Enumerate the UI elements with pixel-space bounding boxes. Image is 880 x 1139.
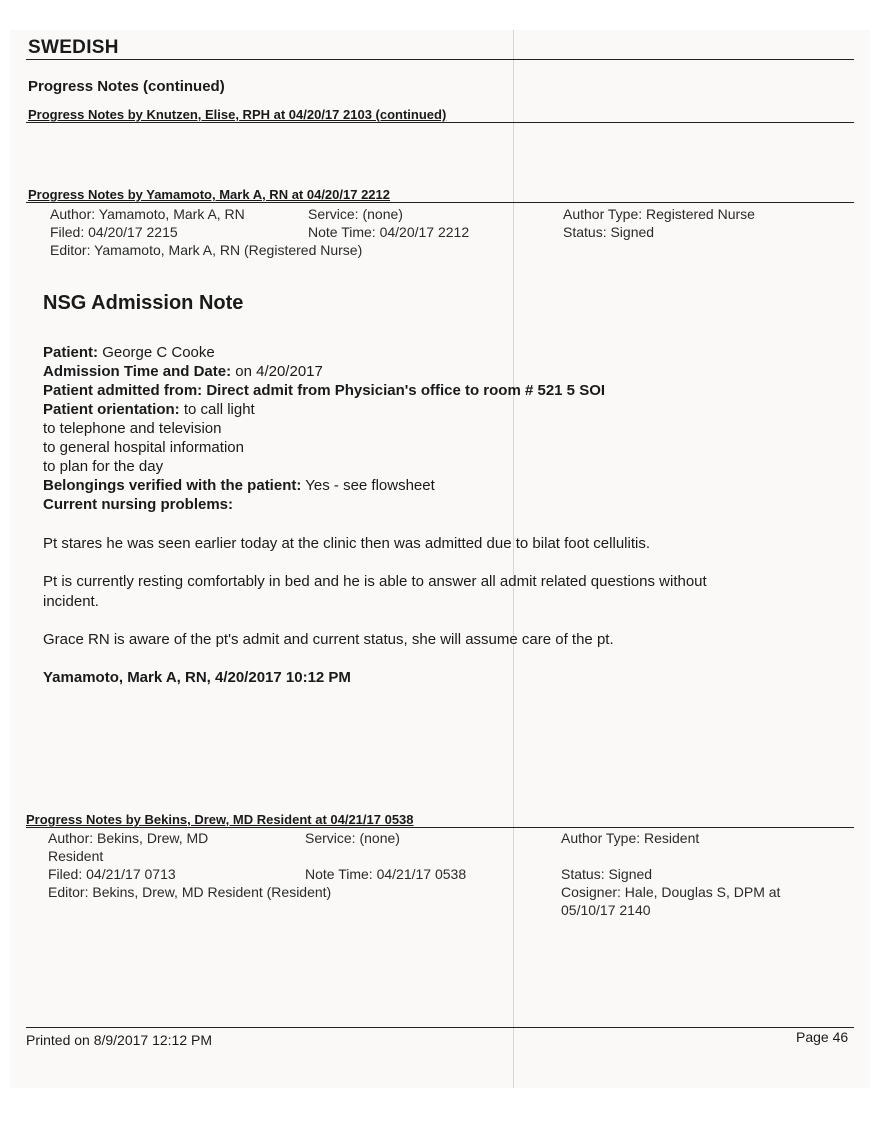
belongings-label: Belongings verified with the patient: — [43, 477, 302, 494]
header-rule — [26, 59, 854, 60]
note1-author: Author: Yamamoto, Mark A, RN — [50, 206, 245, 222]
signature-line: Yamamoto, Mark A, RN, 4/20/2017 10:12 PM — [43, 669, 351, 686]
note2-editor: Editor: Bekins, Drew, MD Resident (Resident) — [48, 884, 332, 900]
admission-line — [43, 363, 323, 380]
admission-value: on 4/20/2017 — [235, 363, 323, 380]
admission-label: Admission Time and Date: — [43, 363, 232, 380]
note2-service: Service: (none) — [305, 830, 400, 846]
note2-author-cont: Resident — [48, 848, 104, 864]
note2-heading: Progress Notes by Bekins, Drew, MD Resident at 04/21/17 0538 — [26, 812, 414, 827]
note2-status: Status: Signed — [561, 866, 653, 882]
paragraph-3: Grace RN is aware of the pt's admit and current status, she will assume care of the pt. — [43, 631, 614, 648]
paragraph-1: Pt stares he was seen earlier today at the clinic then was admitted due to bilat foot cellulitis. — [43, 535, 650, 552]
patient-line — [43, 344, 215, 361]
note2-cosigner-line1: Cosigner: Hale, Douglas S, DPM at — [561, 884, 781, 900]
note1-filed: Filed: 04/20/17 2215 — [50, 224, 178, 240]
belongings-value: Yes - see flowsheet — [305, 477, 435, 494]
note2-rule — [26, 827, 854, 828]
footer-rule — [26, 1027, 854, 1028]
note2-author-type: Author Type: Resident — [561, 830, 700, 846]
note-title: NSG Admission Note — [43, 292, 244, 314]
belongings-line — [43, 477, 435, 494]
note1-service: Service: (none) — [308, 206, 403, 222]
fold-crease — [513, 30, 514, 1088]
note1-author-type: Author Type: Registered Nurse — [563, 206, 755, 222]
orientation-item: to plan for the day — [43, 458, 164, 475]
note2-author: Author: Bekins, Drew, MD — [48, 830, 209, 846]
patient-label: Patient: — [43, 344, 99, 361]
orientation-label: Patient orientation: — [43, 401, 180, 418]
page-number: Page 46 — [796, 1029, 849, 1045]
continued-title: Progress Notes (continued) — [28, 78, 225, 95]
admitted-from-line: Patient admitted from: Direct admit from Physician's office to room # 521 5 SOI — [43, 382, 606, 399]
paragraph-2-line1: Pt is currently resting comfortably in bed and he is able to answer all admit related questions without — [43, 573, 707, 590]
note1-editor: Editor: Yamamoto, Mark A, RN (Registered Nurse) — [50, 242, 363, 258]
patient-value: George C Cooke — [102, 344, 215, 361]
note2-note-time: Note Time: 04/21/17 0538 — [305, 866, 467, 882]
note1-status: Status: Signed — [563, 224, 655, 240]
note1-note-time: Note Time: 04/20/17 2212 — [308, 224, 470, 240]
orientation-line — [43, 401, 255, 418]
orientation-value: to call light — [183, 401, 255, 418]
note2-cosigner-line2: 05/10/17 2140 — [561, 902, 651, 918]
printed-timestamp: Printed on 8/9/2017 12:12 PM — [26, 1032, 213, 1048]
paragraph-2-line2: incident. — [43, 593, 99, 610]
note2-filed: Filed: 04/21/17 0713 — [48, 866, 176, 882]
orientation-item: to general hospital information — [43, 439, 244, 456]
section-rule — [26, 122, 854, 123]
orientation-item: to telephone and television — [43, 420, 222, 437]
hospital-logo: SWEDISH — [28, 37, 119, 58]
problems-label: Current nursing problems: — [43, 496, 234, 513]
note1-rule — [26, 202, 854, 203]
note1-heading: Progress Notes by Yamamoto, Mark A, RN at 04/20/17 2212 — [28, 187, 391, 202]
continued-note-heading: Progress Notes by Knutzen, Elise, RPH at 04/20/17 2103 (continued) — [28, 107, 447, 122]
